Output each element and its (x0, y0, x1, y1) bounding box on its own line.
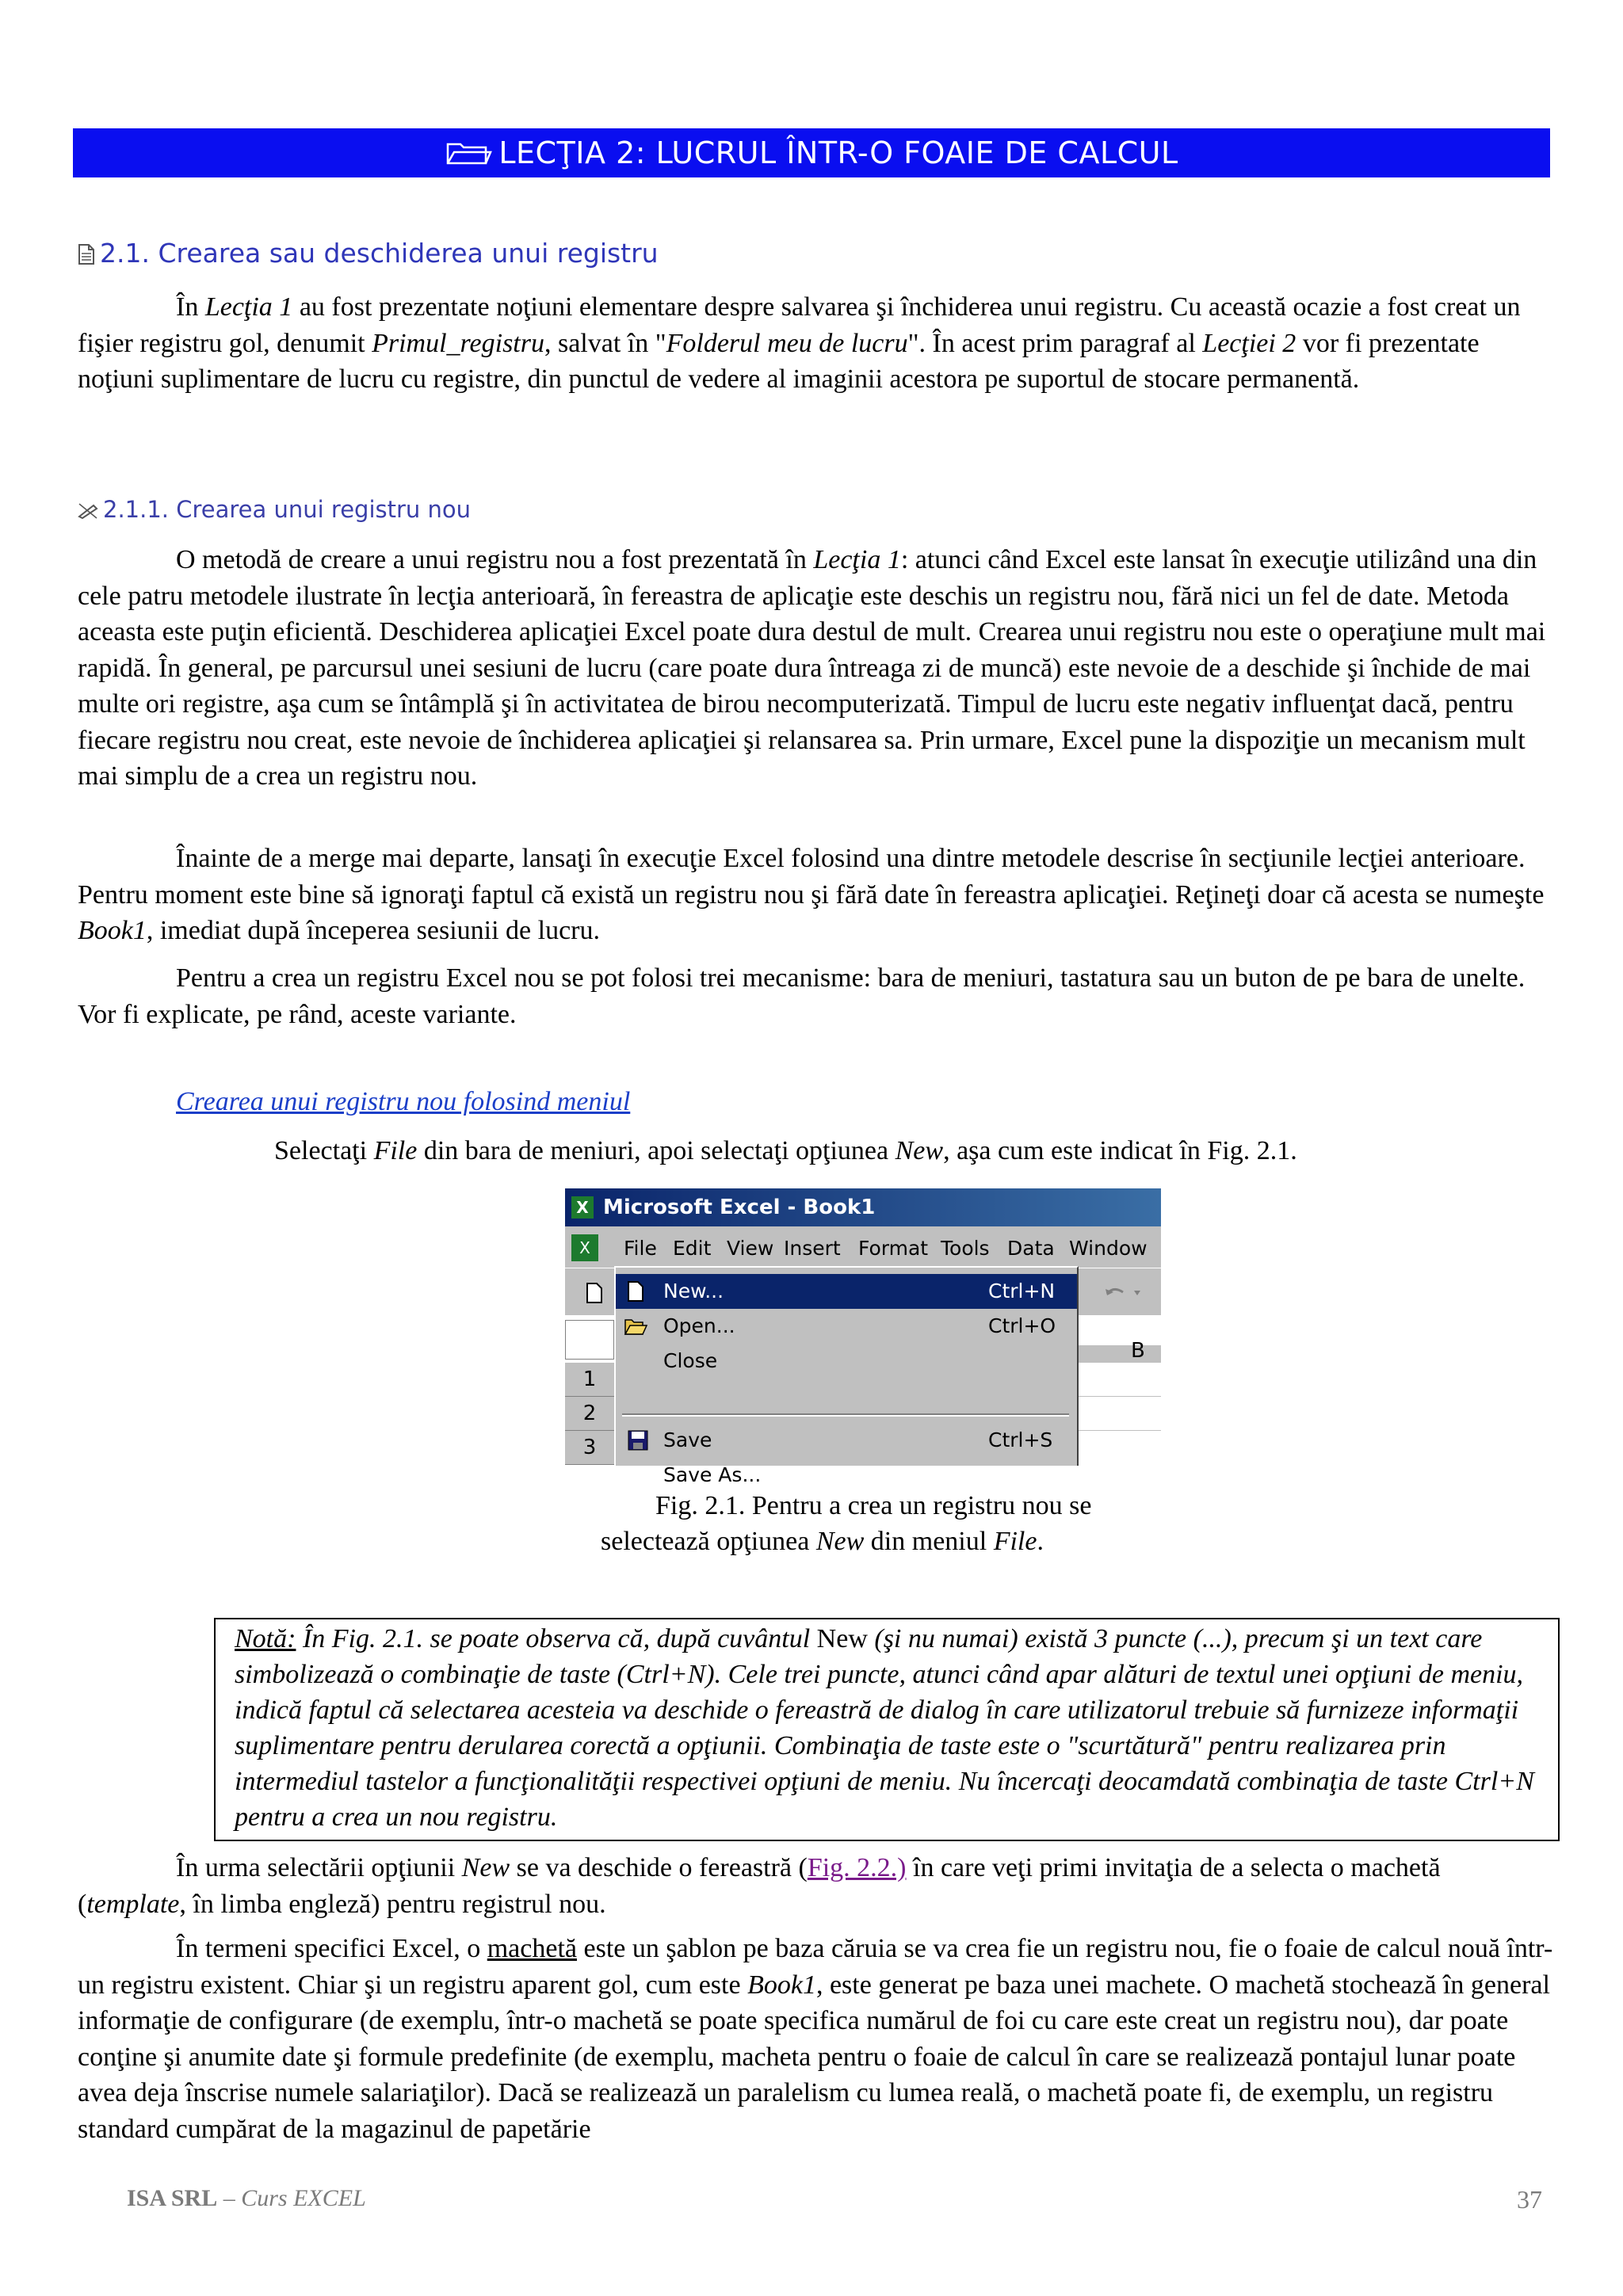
row-header[interactable]: 3 (565, 1431, 614, 1465)
menu-data[interactable]: Data (1007, 1237, 1055, 1260)
save-disk-icon (627, 1429, 649, 1451)
section-heading-2-1-1 (78, 496, 471, 523)
menu-window[interactable]: Window (1069, 1237, 1148, 1260)
new-file-icon (627, 1280, 644, 1302)
name-box[interactable] (565, 1320, 614, 1360)
figure-caption-line2: selectează opţiunea New din meniul File. (601, 1527, 1044, 1556)
menu-insert[interactable]: Insert (784, 1237, 841, 1260)
fig-2-2-link[interactable]: Fig. 2.2.) (807, 1853, 907, 1882)
excel-screenshot (565, 1188, 1161, 1486)
document-icon (78, 243, 95, 265)
paragraph-new-workbook: O metodă de creare a unui registru nou a fost prezentată în Lecţia 1: atunci când Excel este lansat în execuţie utilizând una din cele patru metodele ilustrate în lecţia anterioară, în fereastra de aplicaţie este deschis un registru nou, fără nici un fel de date. Metoda aceasta este puţin eficientă. Deschiderea aplicaţiei Excel poate dura destul de mult. Crearea unui registru nou este o operaţiune mult mai rapidă. În general, pe parcursul unei sesiuni de lucru (care poate dura întreaga zi de muncă) este nevoie de a deschide şi închide de mai multe ori registre, aşa cum se întâmplă şi în activitatea de birou necomputerizată. Timpul de lucru este negativ influenţat dacă, pentru fiecare registru nou creat, este nevoie de închiderea aplicaţiei şi relansarea sa. Prin urmare, Excel pune la dispoziţie un mecanism mult mai simplu de a crea un registru nou. (78, 545, 1546, 791)
menu-item-open[interactable]: Open... Ctrl+O (616, 1309, 1077, 1344)
lesson-banner (73, 128, 1550, 177)
column-b-label: B (1131, 1339, 1145, 1363)
note-label: Notă: (235, 1624, 296, 1653)
footer-course: ISA SRL – Curs EXCEL (127, 2185, 366, 2211)
section-title: 2.1. Crearea sau deschiderea unui registru (100, 238, 659, 269)
menu-file[interactable]: File (624, 1237, 657, 1260)
pen-icon (78, 502, 98, 520)
menu-tools[interactable]: Tools (941, 1237, 990, 1260)
file-menu-dropdown (614, 1266, 1079, 1486)
paragraph-template-definition: În termeni specifici Excel, o machetă este un şablon pe baza căruia se va crea fie un registru nou, fie o foaie de calcul nouă într-un registru existent. Chiar şi un registru aparent gol, cum este Book1, este generat pe baza unei machete. O machetă stochează în general informaţie de configurare (de exemplu, într-o machetă se poate specifica numărul de foi cu care este creat un registru nou), dar poate conţine şi anumite date şi formule predefinite (de exemplu, macheta pentru o foaie de calcul în care se realizează pontajul lunar poate avea deja înscrise numele salariaţilor). Dacă se realizează un paralelism cu lumea reală, o machetă poate fi, de exemplu, un registru standard cumpărat de la magazinul de papetărie (78, 1934, 1553, 2144)
menu-item-new[interactable]: New... Ctrl+N (616, 1274, 1077, 1309)
paragraph-template-dialog: În urma selectării opţiunii New se va deschide o fereastră (Fig. 2.2.) în care veţi primi invitaţia de a selecta o machetă (template, în limba engleză) pentru registrul nou. (78, 1853, 1441, 1919)
menu-item-close[interactable]: Close (663, 1349, 718, 1372)
row-headers (565, 1363, 615, 1464)
paragraph-intro: În Lecţia 1 au fost prezentate noţiuni elementare despre salvarea şi închiderea unui registru. Cu această ocazie a fost creat un fişier registru gol, denumit Primul_registru, salvat în "Folderul meu de lucru". În acest prim paragraf al Lecţiei 2 vor fi prezentate noţiuni suplimentare de lucru cu registre, din punctul de vedere al imaginii acestora pe suportul de stocare permanentă. (78, 292, 1521, 394)
row-header[interactable]: 2 (565, 1397, 614, 1431)
menu-separator (622, 1413, 1069, 1417)
workbook-icon[interactable]: X (571, 1234, 598, 1261)
menu-format[interactable]: Format (858, 1237, 929, 1260)
undo-icon[interactable] (1101, 1281, 1148, 1305)
row-header[interactable]: 1 (565, 1363, 614, 1397)
menu-edit[interactable]: Edit (673, 1237, 712, 1260)
instruction-line: Selectaţi File din bara de meniuri, apoi selectaţi opţiunea New, aşa cum este indicat în Fig. 2.1. (274, 1136, 1297, 1165)
window-titlebar (565, 1188, 1161, 1226)
note-box: Notă: În Fig. 2.1. se poate observa că, după cuvântul New (şi nu numai) există 3 puncte (...), precum şi un text care simbolizează o combinaţie de taste (Ctrl+N). Cele trei puncte, atunci când apar alături de textul unei opţiuni de meniu, indică faptul că selectarea acesteia va deschide o fereastră de dialog în care utilizatorul trebuie să furnizeze informaţii suplimentare pentru derularea corectă a opţiunii. Combinaţia de taste este o "scurtătură" pentru realizarea prin intermediul tastelor a funcţionalităţii respectivei opţiuni de meniu. Nu încercaţi deocamdată combinaţia de taste Ctrl+N pentru a crea un nou registru. (214, 1618, 1560, 1841)
excel-logo-icon: X (571, 1196, 594, 1219)
window-title: Microsoft Excel - Book1 (603, 1196, 876, 1219)
menu-item-save-as[interactable]: Save As... (663, 1463, 762, 1486)
paragraph-mechanisms: Pentru a crea un registru Excel nou se pot folosi trei mecanisme: bara de meniuri, tastatura sau un buton de pe bara de unelte. Vor fi explicate, pe rând, aceste variante. (78, 963, 1526, 1029)
menu-item-save[interactable]: Save Ctrl+S (616, 1423, 1077, 1458)
new-document-icon[interactable] (582, 1281, 606, 1305)
open-folder-icon (624, 1315, 647, 1337)
figure-caption-line1: Fig. 2.1. Pentru a crea un registru nou se (655, 1491, 1092, 1520)
section-title: 2.1.1. Crearea unui registru nou (103, 496, 471, 523)
page-number: 37 (1517, 2185, 1542, 2214)
banner-title: LECŢIA 2: LUCRUL ÎNTR-O FOAIE DE CALCUL (498, 135, 1178, 170)
paragraph-launch-excel: Înainte de a merge mai departe, lansaţi în execuţie Excel folosind una dintre metodele descrise în secţiunile lecţiei anterioare. Pentru moment este bine să ignoraţi faptul că există un registru nou şi fără date în fereastra aplicaţiei. Reţineţi doar că acesta se numeşte Book1, imediat după începerea sesiunii de lucru. (78, 844, 1545, 945)
section-heading-2-1 (78, 238, 659, 269)
folder-icon (445, 139, 492, 166)
link-menu-method[interactable]: Crearea unui registru nou folosind meniul (176, 1087, 631, 1116)
menu-view[interactable]: View (727, 1237, 774, 1260)
menu-bar (565, 1230, 1161, 1268)
grid-cells[interactable] (1075, 1363, 1161, 1464)
